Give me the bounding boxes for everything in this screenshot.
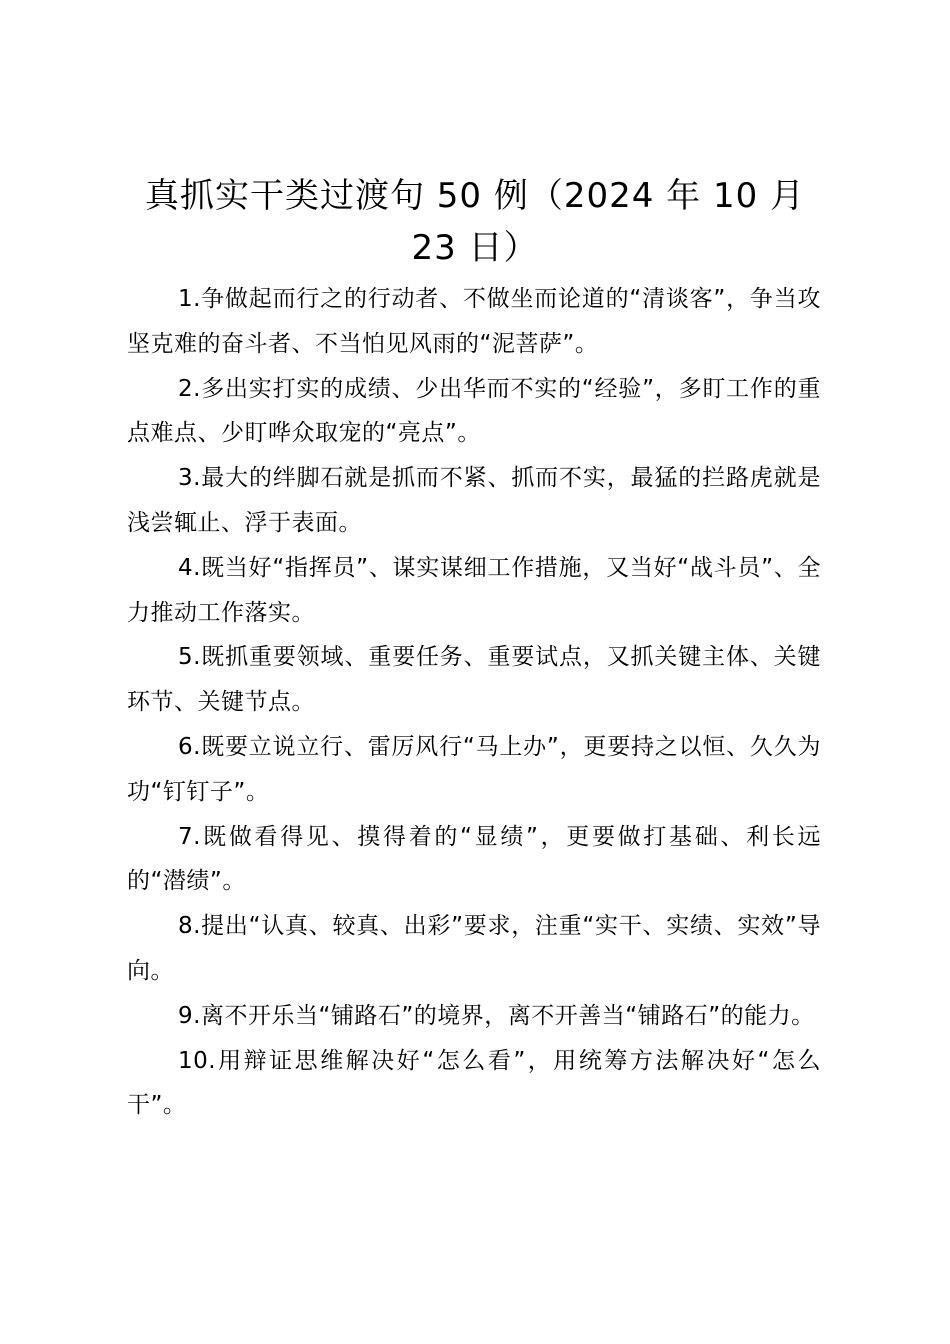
paragraph-4: 4.既当好“指挥员”、谋实谋细工作措施，又当好“战斗员”、全力推动工作落实。	[127, 554, 821, 626]
paragraph-6: 6.既要立说立行、雷厉风行“马上办”，更要持之以恒、久久为功“钉钉子”。	[127, 733, 821, 805]
paragraph-1: 1.争做起而行之的行动者、不做坐而论道的“清谈客”，争当攻坚克难的奋斗者、不当怕见风雨的“泥菩萨”。	[127, 286, 821, 357]
paragraph-7: 7.既做看得见、摸得着的“显绩”，更要做打基础、利长远的“潜绩”。	[127, 823, 821, 895]
paragraph-2: 2.多出实打实的成绩、少出华而不实的“经验”，多盯工作的重点难点、少盯哗众取宠的“亮点”。	[127, 375, 821, 447]
paragraph-3: 3.最大的绊脚石就是抓而不紧、抓而不实，最猛的拦路虎就是浅尝辄止、浮于表面。	[127, 465, 821, 536]
document-body	[127, 277, 821, 1128]
paragraph-9: 9.离不开乐当“铺路石”的境界，离不开善当“铺路石”的能力。	[178, 1002, 815, 1029]
paragraph-8: 8.提出“认真、较真、出彩”要求，注重“实干、实绩、实效”导向。	[127, 913, 821, 984]
paragraph-10: 10.用辩证思维解决好“怎么看”，用统筹方法解决好“怎么干”。	[127, 1047, 821, 1119]
paragraph-5: 5.既抓重要领域、重要任务、重要试点，又抓关键主体、关键环节、关键节点。	[127, 644, 821, 716]
document-title: 真抓实干类过渡句 50 例（2024 年 10 月 23 日）	[144, 176, 806, 268]
